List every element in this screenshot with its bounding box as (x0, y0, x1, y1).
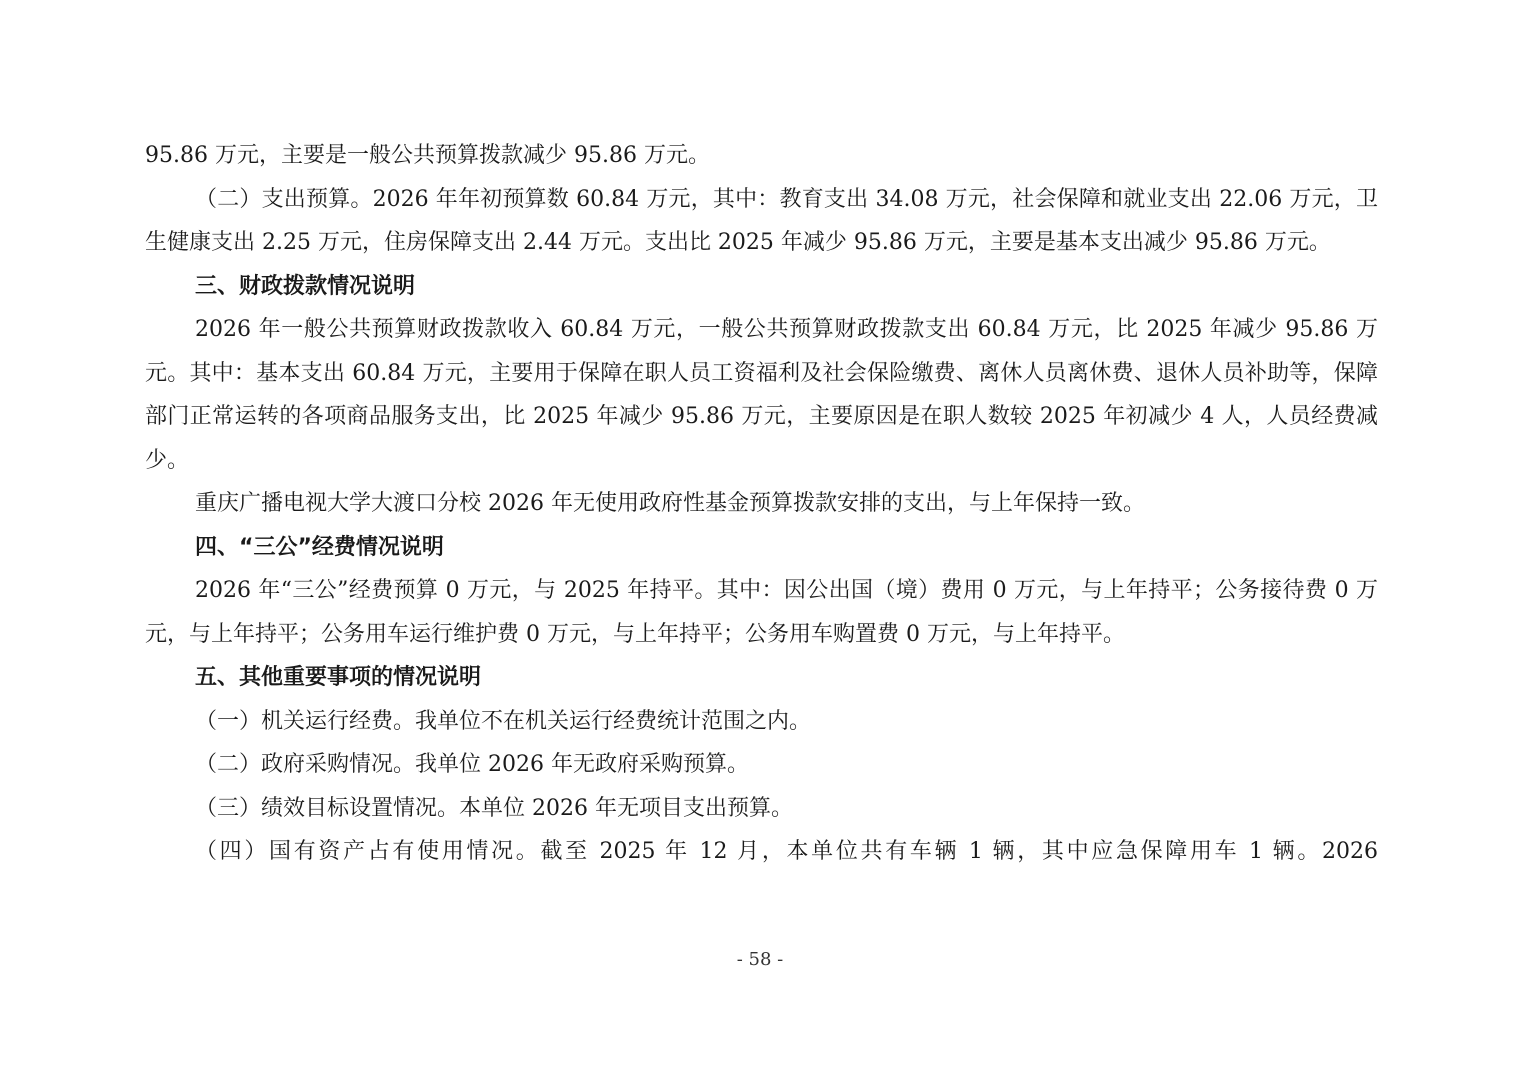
section-heading: 三、财政拨款情况说明 (195, 273, 416, 299)
body-paragraph: （三）绩效目标设置情况。本单位 2026 年无项目支出预算。 (195, 795, 793, 821)
body-paragraph: （一）机关运行经费。我单位不在机关运行经费统计范围之内。 (195, 708, 812, 734)
body-paragraph: 95.86 万元，主要是一般公共预算拨款减少 95.86 万元。 (145, 143, 710, 168)
body-paragraph: 2026 年“三公”经费预算 0 万元，与 2025 年持平。其中：因公出国（境）费用 0 万元，与上年持平；公务接待费 0 万元，与上年持平；公务用车运行维护费 0 万元，与上年持平；公务用车购置费 0 万元，与上年持平。 (145, 578, 1378, 647)
body-paragraph: （二）政府采购情况。我单位 2026 年无政府采购预算。 (195, 752, 749, 777)
document-body (145, 134, 1378, 874)
body-paragraph: （四）国有资产占有使用情况。截至 2025 年 12 月，本单位共有车辆 1 辆，其中应急保障用车 1 辆。2026 (195, 839, 1378, 864)
page-number: - 58 - (736, 949, 784, 970)
section-heading: 五、其他重要事项的情况说明 (195, 665, 482, 690)
body-paragraph: （二）支出预算。2026 年年初预算数 60.84 万元，其中：教育支出 34.08 万元，社会保障和就业支出 22.06 万元，卫生健康支出 2.25 万元，住房保障支出 2.44 万元。支出比 2025 年减少 95.86 万元，主要是基本支出减少 95.86 万元。 (145, 186, 1378, 255)
body-paragraph: 重庆广播电视大学大渡口分校 2026 年无使用政府性基金预算拨款安排的支出，与上年保持一致。 (195, 491, 1145, 516)
section-heading: 四、“三公”经费情况说明 (195, 534, 444, 560)
body-paragraph: 2026 年一般公共预算财政拨款收入 60.84 万元，一般公共预算财政拨款支出 60.84 万元，比 2025 年减少 95.86 万元。其中：基本支出 60.84 万元，主要用于保障在职人员工资福利及社会保险缴费、离休人员离休费、退休人员补助等，保障部门正常运转的各项商品服务支出，比 2025 年减少 95.86 万元，主要原因是在职人数较 2025 年初减少 4 人，人员经费减少。 (145, 317, 1378, 473)
